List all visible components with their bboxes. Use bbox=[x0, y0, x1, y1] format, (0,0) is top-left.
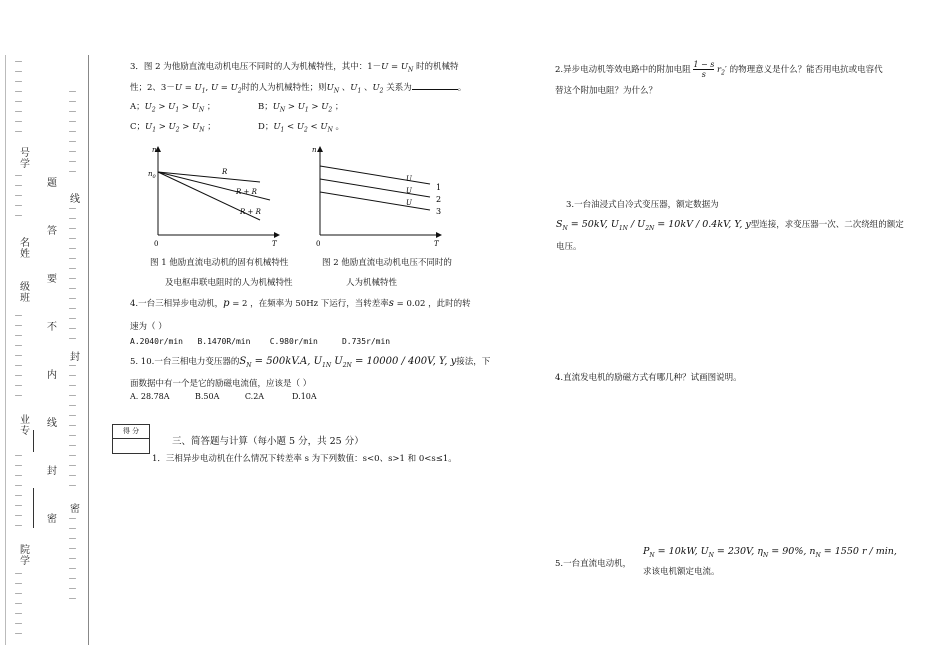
right-q2-line1 bbox=[555, 60, 883, 79]
q5-line2: 面数据中有一个是它的励磁电流值，应该是（ ） bbox=[130, 379, 312, 389]
fig2-y-arrow bbox=[317, 146, 323, 152]
fig1-n0-label: $n_0$ bbox=[148, 170, 156, 180]
fig1-label-r1: R + R bbox=[236, 188, 257, 196]
fig1-y-label: n bbox=[152, 146, 157, 154]
q3-option-d-label: D； bbox=[258, 122, 274, 132]
q5-formula: $S_N = 500kV.A$, $U_{1N}$ $U_{2N} = 10000 / 400V$, Y, y bbox=[239, 356, 457, 369]
class-label: 级班 bbox=[20, 282, 30, 304]
q3-answer-blank[interactable] bbox=[412, 80, 458, 90]
right-q3-line3: 电压。 bbox=[556, 242, 582, 252]
q3-line2: 性；2、$3-U = U_1$, $U = U_2$时的人为机械特性；则$U_N$ 、$U_1$ 、$U_2$ 关系为 。 bbox=[130, 80, 466, 95]
notice-char-8: 密 bbox=[47, 514, 57, 525]
student-id-label: 号学 bbox=[20, 148, 30, 170]
q4-option-d[interactable]: D.735r/min bbox=[341, 337, 391, 346]
fig2-num-2: 2 bbox=[436, 195, 442, 204]
fig1-line-natural bbox=[158, 172, 260, 182]
fig2-x-label: T bbox=[434, 240, 439, 248]
fig2-caption-line2: 人为机械特性 bbox=[346, 278, 398, 288]
right-q3-line1: 3.一台油浸式自冷式变压器，额定数据为 bbox=[566, 200, 719, 210]
notice-char-2: 答 bbox=[47, 226, 57, 237]
figure-2-diagram bbox=[302, 142, 452, 250]
student-name-label: 名姓 bbox=[20, 238, 30, 260]
notice-char-1: 题 bbox=[47, 178, 57, 189]
q3-option-d-formula: $U_1 < U_2 < U_N$ bbox=[273, 122, 333, 134]
section3-q1: 1．三相异步电动机在什么情况下转差率 s 为下列数值：s<0、s>1 和 0<s≤1。 bbox=[152, 454, 457, 464]
fig2-caption-line1: 图 2 他励直流电动机电压不同时的 bbox=[322, 258, 452, 268]
fig2-u-label-3: U bbox=[406, 199, 412, 207]
q3-option-d[interactable]: D；$U_1 < U_2 < U_N$ 。 bbox=[258, 122, 345, 134]
q4-text-b: ，在频率为 50Hz 下运行，当转差率 bbox=[250, 299, 389, 309]
section3-title: 三、简答题与计算（每小题 5 分，共 25 分） bbox=[172, 436, 364, 447]
notice-char-4: 不 bbox=[47, 322, 57, 333]
seal-dashes-3: － － － － － － － － － － － － － bbox=[68, 362, 78, 492]
dash-column-left-4: － － － － － － － － bbox=[14, 452, 24, 532]
q3-formula-1: U bbox=[381, 62, 389, 72]
right-q3-line2 bbox=[556, 218, 904, 232]
q3-line2-b: 时的人为机械特性；则 bbox=[241, 83, 327, 93]
major-label: 业专 bbox=[20, 415, 30, 437]
q5-text-a: 5. 10.一台三相电力变压器的 bbox=[130, 357, 240, 367]
q3-formula-1b: $U_N$ bbox=[400, 62, 414, 74]
q5-options bbox=[130, 392, 317, 401]
q3-line1: 3．图 2 为他励直流电动机电压不同时的人为机械特性，其中：$1-U = U_N$ 时的机械特 bbox=[130, 62, 459, 74]
q3-formula-2: U bbox=[174, 83, 182, 93]
q4-formula-s: s bbox=[388, 298, 394, 309]
right-q2-text-a: 2.异步电动机等效电路中的附加电阻 bbox=[555, 65, 691, 75]
fig1-origin-label: 0 bbox=[154, 240, 159, 248]
fig1-label-r2: R + R bbox=[240, 208, 261, 216]
right-q5-line2: 求该电机额定电流。 bbox=[643, 567, 720, 577]
q3-line2-c: 关系为 bbox=[386, 83, 412, 93]
q3-text-b: 时的机械特 bbox=[415, 62, 459, 72]
right-q2-line2: 替这个附加电阻？为什么？ bbox=[555, 86, 658, 96]
q3-option-a-label: A； bbox=[130, 102, 145, 112]
q5-option-a[interactable]: A. 28.78A bbox=[130, 392, 170, 401]
q3-option-c[interactable]: C；$U_1 > U_2 > U_N$ ； bbox=[130, 122, 216, 134]
q5-line1 bbox=[130, 355, 490, 369]
notice-char-3: 要 bbox=[47, 274, 57, 285]
dash-column-left-5: － － － － － － － bbox=[14, 570, 24, 640]
q5-text-b: 接法，下 bbox=[456, 357, 491, 367]
q4-line2: 速为（ ） bbox=[130, 322, 167, 332]
seal-char-seal: 封 bbox=[70, 352, 80, 363]
q3-option-a-formula: $U_2 > U_1 > U_N$ bbox=[144, 102, 205, 114]
seal-char-secret: 密 bbox=[70, 504, 80, 515]
fig2-num-1: 1 bbox=[436, 183, 442, 192]
q4-text-c: ，此时的转 bbox=[428, 299, 471, 309]
score-box-label: 得 分 bbox=[113, 425, 149, 439]
fig1-caption-line1: 图 1 他励直流电动机的固有机械特性 bbox=[150, 258, 289, 268]
q4-option-a[interactable]: A.2040r/min bbox=[130, 337, 183, 346]
score-box[interactable] bbox=[112, 424, 150, 454]
q3-text-a: 3．图 2 为他励直流电动机电压不同时的人为机械特性，其中：1－ bbox=[130, 62, 382, 72]
q5-option-b[interactable]: B.50A bbox=[194, 392, 220, 401]
right-q5-line1: 5.一台直流电动机， bbox=[555, 559, 632, 569]
right-q2-text-b: 的物理意义是什么？能否用电抗或电容代 bbox=[729, 65, 883, 75]
q3-option-b-formula: $U_N > U_1 > U_2$ bbox=[272, 102, 333, 114]
fig1-x-arrow bbox=[274, 232, 280, 238]
q4-formula-p: p bbox=[223, 298, 230, 309]
right-q3-text-b: 型连接，求变压器一次、二次绕组的额定 bbox=[750, 220, 904, 230]
fig2-origin-label: 0 bbox=[316, 240, 321, 248]
notice-char-5: 内 bbox=[47, 370, 57, 381]
fig2-x-arrow bbox=[436, 232, 442, 238]
fig2-y-label: n bbox=[312, 146, 317, 154]
fig1-x-label: T bbox=[272, 240, 277, 248]
seal-dashes-4: － － － － － － － － － bbox=[68, 515, 78, 605]
q4-option-b[interactable]: B.1470R/min bbox=[197, 337, 251, 346]
notice-char-6: 线 bbox=[47, 418, 57, 429]
right-q4: 4.直流发电机的励磁方式有哪几种？试画图说明。 bbox=[555, 373, 742, 383]
q3-option-b[interactable]: B；$U_N > U_1 > U_2$ ； bbox=[258, 102, 344, 114]
q3-option-c-label: C； bbox=[130, 122, 146, 132]
q3-option-b-label: B； bbox=[258, 102, 273, 112]
binding-outer-line bbox=[5, 55, 6, 645]
fig1-caption-line2: 及电枢串联电阻时的人为机械特性 bbox=[165, 278, 293, 288]
q3-end: 。 bbox=[457, 83, 467, 93]
right-q2-fraction: $\frac{1 - s}{s}$ bbox=[693, 60, 715, 79]
dash-column-left-3: － － － － － － － － － bbox=[14, 312, 24, 402]
seal-dashes-1: － － － － － － － － － bbox=[68, 88, 78, 178]
q3-option-c-formula: $U_1 > U_2 > U_N$ bbox=[145, 122, 205, 134]
right-q3-formula: $S_N = 50kV$, $U_{1N} / U_{2N} = 10kV / 0.4kV$, Y, y bbox=[556, 219, 751, 232]
binding-border-line bbox=[88, 55, 89, 645]
figure-1-diagram bbox=[140, 142, 290, 250]
school-label: 院学 bbox=[20, 545, 30, 567]
q3-option-a[interactable]: A；$U_2 > U_1 > U_N$ ； bbox=[130, 102, 216, 114]
fig1-label-r: R bbox=[222, 168, 228, 176]
dash-column-left: － － － － － － － － bbox=[14, 58, 24, 138]
school-fill-line bbox=[33, 488, 34, 528]
q4-line1: 4.一台三相异步电动机，p = 2 ，在频率为 50Hz 下运行，当转差率s = 0.02 ，此时的转 bbox=[130, 298, 471, 309]
notice-char-7: 封 bbox=[47, 466, 57, 477]
fig2-num-3: 3 bbox=[436, 207, 442, 216]
q5-option-d[interactable]: D.10A bbox=[292, 392, 317, 401]
q4-text-a: 4.一台三相异步电动机， bbox=[130, 299, 224, 309]
seal-dashes-2: － － － － － － － － － － － － － － bbox=[68, 205, 78, 345]
q3-line2-a: 性；2、3－ bbox=[130, 83, 175, 93]
q4-options bbox=[130, 337, 390, 346]
major-fill-line bbox=[33, 430, 34, 452]
dash-column-left-2: － － － － － bbox=[14, 172, 24, 222]
right-q5-formula: $P_N = 10kW$, $U_N = 230V$, $\eta_N = 90\%$, $n_N = 1550$ r / min, bbox=[643, 546, 897, 559]
fig2-u-label-2: U bbox=[406, 187, 412, 195]
fig2-u-label-1: U bbox=[406, 175, 412, 183]
q3-formula-3: $U_N$ bbox=[326, 83, 340, 95]
q5-option-c[interactable]: C.2A bbox=[244, 392, 265, 401]
seal-char-line: 线 bbox=[70, 194, 80, 205]
right-q2-resistor: $r_2'$ bbox=[717, 65, 727, 77]
q4-option-c[interactable]: C.980r/min bbox=[269, 337, 318, 346]
